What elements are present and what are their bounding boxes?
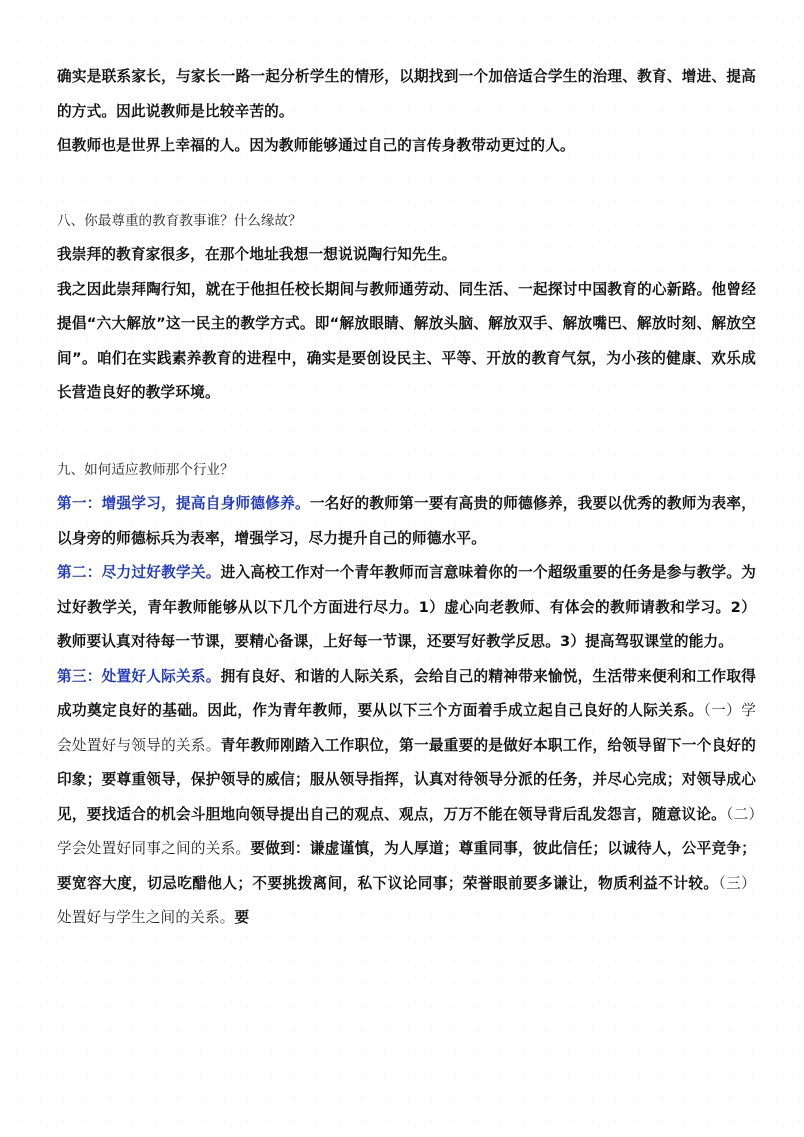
paragraph-tao-xingzhi: 我之因此崇拜陶行知，就在于他担任校长期间与教师通劳动、同生活、一起探讨中国教育的心新路。他曾经提倡“六大解放”这一民主的教学方式。即“解放眼睛、解放头脑、解放双手、解放嘴巴、解放时刻、解放空间”。咱们在实践素养教育的进程中，确实是要创设民主、平等、开放的教育气氛，为小孩的健康、欢乐成长营造良好的教学环境。	[57, 280, 756, 401]
paragraph-point-2	[57, 556, 756, 660]
point-3-sub-2: （二）学会处置好同事之间的关系。	[57, 805, 756, 857]
point-2-body: 进入高校工作对一个青年教师而言意味着你的一个超级重要的任务是参与教学。为过好教学关，青年教师能够从以下几个方面进行尽力。1）虚心向老教师、有体会的教师请教和学习。2）教师要认真对待每一节课，要精心备课，上好每一节课，还要写好教学反思。3）提高驾驭课堂的能力。	[57, 564, 756, 650]
point-2-lead: 第二：尽力过好教学关。	[57, 564, 221, 581]
paragraph-educator-intro: 我崇拜的教育家很多，在那个地址我想一想说说陶行知先生。	[57, 246, 457, 263]
point-1-lead: 第一：增强学习，提高自身师德修养。	[57, 495, 310, 512]
paragraph-point-1	[57, 487, 756, 556]
point-3-sub-3-body: 要	[234, 909, 250, 926]
paragraph-happy-teacher: 但教师也是世界上幸福的人。因为教师能够通过自己的言传身教带动更过的人。	[57, 137, 575, 154]
point-3-sub-1: （一）学会处置好与领导的关系。	[57, 702, 756, 754]
point-1-body: 一名好的教师第一要有高贵的师德修养，我要以优秀的教师为表率，以身旁的师德标兵为表率，增强学习，尽力提升自己的师德水平。	[57, 495, 756, 547]
point-3-sub-1-body: 青年教师刚踏入工作职位，第一最重要的是做好本职工作，给领导留下一个良好的印象；要尊重领导，保护领导的威信；服从领导指挥，认真对待领导分派的任务，并尽心完成；对领导成心见，要找适合的机会斗胆地向领导提出自己的观点、观点，万万不能在领导背后乱发怨言，随意议论。	[57, 736, 756, 823]
paragraph-point-3	[57, 660, 756, 936]
point-3-lead: 第三：处置好人际关系。	[57, 667, 221, 685]
point-3-sub-2-body: 要做到：谦虚谨慎，为人厚道；尊重同事，彼此信任；以诚待人，公平竞争；要宽容大度，切忌吃醋他人；不要挑拨离间，私下议论同事；荣誉眼前要多谦让，物质利益不计较。	[57, 840, 756, 892]
point-3-intro: 拥有良好、和谐的人际关系，会给自己的精神带来愉悦，生活带来便利和工作取得成功奠定良好的基础。因此，作为青年教师，要从以下三个方面着手成立起自己良好的人际关系。	[57, 667, 756, 719]
point-3-sub-3: （三）处置好与学生之间的关系。	[57, 874, 756, 926]
question-heading-8: 八、你最尊重的教育教事谁？什么缘故？	[57, 212, 302, 229]
paragraph-contact-parents: 确实是联系家长，与家长一路一起分析学生的情形，以期找到一个加倍适合学生的治理、教育、增进、提高的方式。因此说教师是比较辛苦的。	[57, 68, 756, 120]
question-heading-9: 九、如何适应教师那个行业？	[57, 461, 234, 478]
